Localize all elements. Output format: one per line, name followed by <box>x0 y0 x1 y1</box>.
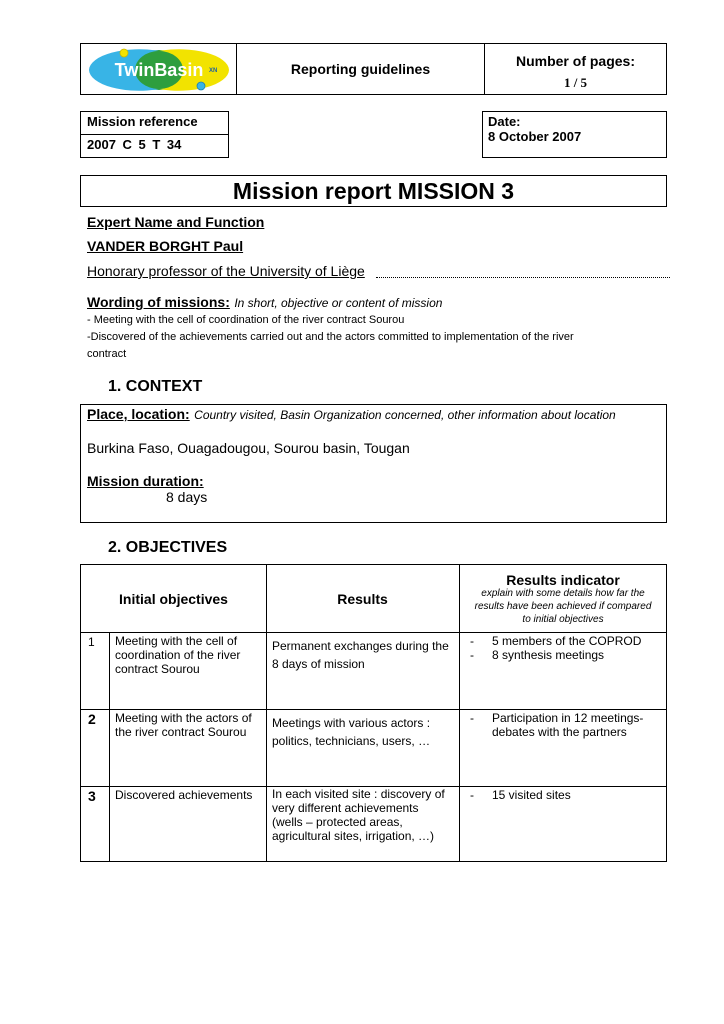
objectives-heading: 2. OBJECTIVES <box>108 539 228 556</box>
col-header-indicator: Results indicator <box>506 572 620 588</box>
place-label: Place, location: <box>87 406 190 422</box>
page-title: Mission report MISSION 3 <box>80 175 667 207</box>
expert-function: Honorary professor of the University of Liège <box>87 263 365 279</box>
header-table <box>80 43 667 95</box>
place-hint: Country visited, Basin Organization concerned, other information about location <box>194 408 616 422</box>
objectives-table: Initial objectives Results Results indicator explain with some details how far the results have been achieved if compared to initial objectives 1 Meeting with the cell of coordination of the river contract Sourou Permanent exchanges during the 8 days of mission - 5 members of the COPROD - 8 synthesis meetings 2 Meeting with the actors of the river contract Sourou Meetings with various actors : politics, technicians, users, … - Participation in 12 meetings- debates with the partners 3 Discovered achievements In each visited site : discovery of very different achievements (wells – protected areas, agricultural sites, irrigation, …) - 15 visited sites <box>80 564 667 862</box>
duration-value: 8 days <box>166 489 208 505</box>
row-1-initial: Meeting with the cell of coordination of the river contract Sourou <box>115 634 241 676</box>
date-box <box>482 111 667 158</box>
wording-line-1: - Meeting with the cell of coordination of the river contract Sourou <box>87 314 405 326</box>
twinbasin-logo <box>81 44 237 96</box>
svg-text:XN: XN <box>209 68 218 74</box>
mission-reference-value: 2007 C 5 T 34 <box>87 137 182 152</box>
row-3-number: 3 <box>88 788 96 804</box>
row-1-results: Permanent exchanges during the 8 days of mission <box>272 639 449 671</box>
context-box <box>80 404 667 523</box>
wording-label: Wording of missions: <box>87 294 230 310</box>
date-value: 8 October 2007 <box>488 129 582 144</box>
number-of-pages <box>485 44 666 94</box>
indicator-hint: explain with some details how far the results have been achieved if compared to initial objectives <box>474 588 652 625</box>
duration-label: Mission duration: <box>87 473 204 489</box>
wording-hint: In short, objective or content of mission <box>234 296 443 310</box>
row-2-number: 2 <box>88 711 96 727</box>
pages-value: 1 / 5 <box>563 75 588 90</box>
wording-row <box>87 294 442 312</box>
reporting-guidelines: Reporting guidelines <box>237 44 485 94</box>
wording-line-2: -Discovered of the achievements carried out and the actors committed to implementation of the river <box>87 331 574 343</box>
mission-reference-box <box>80 111 229 158</box>
date-label: Date: <box>488 114 521 129</box>
row-3-results: In each visited site : discovery of very different achievements (wells – protected areas, agricultural sites, irrigation, …) <box>272 787 445 843</box>
context-heading: 1. CONTEXT <box>108 378 203 395</box>
place-row <box>87 406 616 424</box>
mission-reference-label: Mission reference <box>81 112 228 135</box>
col-header-initial: Initial objectives <box>119 591 228 607</box>
row-2-results: Meetings with various actors : politics, technicians, users, … <box>272 716 431 748</box>
wording-line-3: contract <box>87 348 127 360</box>
svg-text:TwinBasin: TwinBasin <box>114 60 204 80</box>
logo-cell <box>81 44 237 94</box>
col-header-results: Results <box>337 591 388 607</box>
row-2-initial: Meeting with the actors of the river contract Sourou <box>115 711 252 739</box>
expert-name: VANDER BORGHT Paul <box>87 238 244 254</box>
dotted-line <box>376 277 670 278</box>
row-3-initial: Discovered achievements <box>115 788 253 802</box>
place-value: Burkina Faso, Ouagadougou, Sourou basin, Tougan <box>87 440 410 456</box>
row-1-number: 1 <box>88 635 95 649</box>
expert-heading: Expert Name and Function <box>87 214 265 230</box>
pages-label: Number of pages: <box>515 53 635 69</box>
